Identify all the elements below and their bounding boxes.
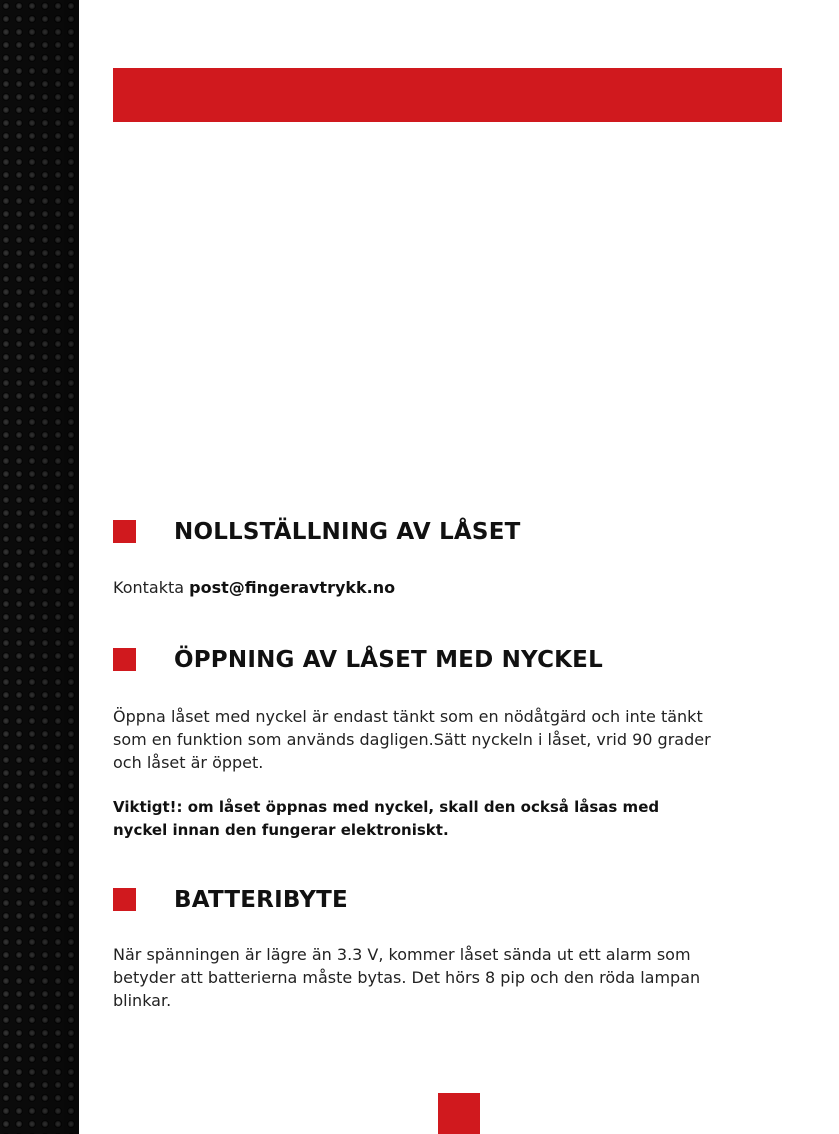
heading-battery: BATTERIBYTE [174, 887, 348, 913]
key-open-warning: Viktigt!: om låset öppnas med nyckel, skall den också låsas med nyckel innan den fungerar elektroniskt. [113, 798, 660, 839]
decorative-side-strip [0, 0, 79, 1134]
heading-key-open: ÖPPNING AV LÅSET MED NYCKEL [174, 647, 603, 673]
page-footer-tab [438, 1093, 480, 1134]
section-marker-reset [113, 520, 136, 543]
contact-email-link[interactable]: post@fingeravtrykk.no [189, 578, 396, 597]
battery-body: När spänningen är lägre än 3.3 V, kommer låset sända ut ett alarm som betyder att batterierna måste bytas. Det hörs 8 pip och den röda lampan blinkar. [113, 945, 701, 1010]
heading-reset: NOLLSTÄLLNING AV LÅSET [174, 519, 521, 545]
header-accent-bar [113, 68, 782, 122]
section-marker-key-open [113, 648, 136, 671]
contact-prefix: Kontakta [113, 578, 185, 597]
section-marker-battery [113, 888, 136, 911]
key-open-body: Öppna låset med nyckel är endast tänkt som en nödåtgärd och inte tänkt som en funktion som används dagligen.Sätt nyckeln i låset, vrid 90 grader och låset är öppet. [113, 707, 711, 772]
contact-paragraph [113, 576, 713, 599]
